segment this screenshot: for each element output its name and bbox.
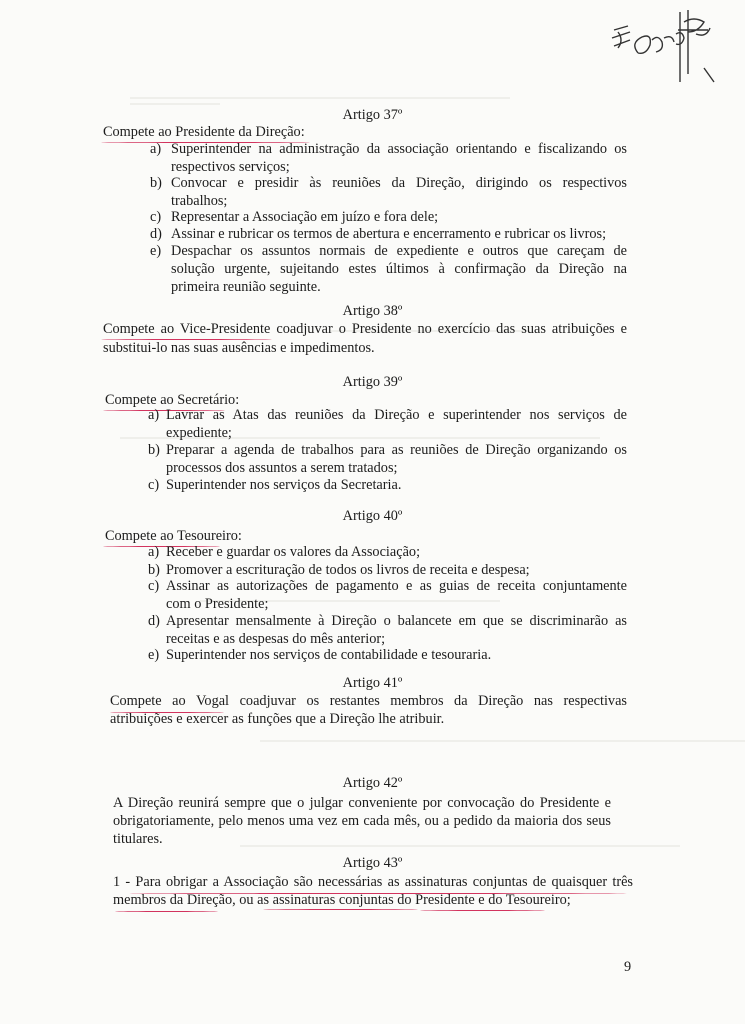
list-item-text: Promover a escrituração de todos os livros de receita e despesa; — [166, 562, 530, 578]
item-label: a) — [148, 407, 160, 423]
list-item-text: Apresentar mensalmente à Direção o balancete em que se discriminarão as — [166, 613, 627, 629]
item-label: c) — [148, 578, 160, 594]
article-heading: Artigo 43º — [342, 855, 403, 871]
handwritten-underline — [128, 893, 628, 894]
handwritten-underline — [263, 909, 418, 910]
paragraph-line: Compete ao Vogal coadjuvar os restantes membros da Direção nas respectivas — [110, 693, 627, 709]
handwritten-underline — [420, 910, 545, 911]
paragraph-line: Compete ao Vice-Presidente coadjuvar o Presidente no exercício das suas atribuições e — [103, 321, 627, 337]
section-intro: Compete ao Tesoureiro: — [105, 528, 242, 544]
item-label: a) — [148, 544, 160, 560]
page-number: 9 — [624, 959, 632, 975]
item-label: a) — [150, 141, 162, 157]
list-item-text: primeira reunião seguinte. — [171, 279, 321, 295]
paragraph-line: A Direção reunirá sempre que o julgar conveniente por convocação do Presidente e — [113, 795, 611, 811]
article-heading: Artigo 37º — [342, 107, 403, 123]
article-heading: Artigo 42º — [342, 775, 403, 791]
paragraph-line: membros da Direção, ou as assinaturas conjuntas do Presidente e do Tesoureiro; — [113, 892, 571, 908]
list-item-text: expediente; — [166, 425, 232, 441]
handwritten-underline — [110, 712, 224, 713]
item-label: c) — [148, 477, 160, 493]
paragraph-line: titulares. — [113, 831, 163, 847]
list-item-text: Representar a Associação em juízo e fora dele; — [171, 209, 439, 225]
item-label: e) — [148, 647, 160, 663]
article-heading: Artigo 40º — [342, 508, 403, 524]
list-item-text: processos dos assuntos a serem tratados; — [166, 460, 398, 476]
list-item-text: solução urgente, sujeitando estes últimos à confirmação da Direção na — [171, 261, 627, 277]
list-item-text: Superintender nos serviços da Secretaria. — [166, 477, 402, 493]
list-item-text: Lavrar as Atas das reuniões da Direção e superintender nos serviços de — [166, 407, 627, 423]
paragraph-line: substitui-lo nas suas ausências e impedimentos. — [103, 340, 375, 356]
list-item-text: Assinar as autorizações de pagamento e as guias de receita conjuntamente — [166, 578, 627, 594]
list-item-text: Receber e guardar os valores da Associação; — [166, 544, 421, 560]
list-item-text: receitas e as despesas do mês anterior; — [166, 631, 386, 647]
list-item-text: Assinar e rubricar os termos de abertura e encerramento e rubricar os livros; — [171, 226, 607, 242]
scan-bleed-through — [130, 97, 510, 99]
article-heading: Artigo 41º — [342, 675, 403, 691]
list-item-text: Preparar a agenda de trabalhos para as reuniões de Direção organizando os — [166, 442, 627, 458]
scan-bleed-through — [260, 740, 745, 742]
item-label: e) — [150, 243, 162, 259]
handwritten-underline — [115, 911, 218, 912]
handwritten-underline — [101, 339, 272, 340]
list-item-text: trabalhos; — [171, 193, 228, 209]
scan-bleed-through — [130, 103, 220, 105]
list-item-text: Convocar e presidir às reuniões da Direção, dirigindo os respectivos — [171, 175, 627, 191]
item-label: c) — [150, 209, 162, 225]
item-label: b) — [148, 442, 160, 458]
item-label: b) — [148, 562, 160, 578]
signature-stamp — [600, 8, 730, 88]
item-label: d) — [148, 613, 160, 629]
article-heading: Artigo 38º — [342, 303, 403, 319]
list-item-text: Despachar os assuntos normais de expediente e outros que careçam de — [171, 243, 627, 259]
section-intro: Compete ao Secretário: — [105, 392, 240, 408]
scan-bleed-through — [240, 845, 680, 847]
list-item-text: com o Presidente; — [166, 596, 269, 612]
article-heading: Artigo 39º — [342, 374, 403, 390]
paragraph-line: 1 - Para obrigar a Associação são necessárias as assinaturas conjuntas de quaisquer três — [113, 874, 633, 890]
section-intro: Compete ao Presidente da Direção: — [103, 124, 305, 140]
list-item-text: respectivos serviços; — [171, 159, 290, 175]
item-label: d) — [150, 226, 162, 242]
paragraph-line: obrigatoriamente, pelo menos uma vez em cada mês, ou a pedido da maioria dos seus — [113, 813, 611, 829]
list-item-text: Superintender nos serviços de contabilidade e tesouraria. — [166, 647, 492, 663]
item-label: b) — [150, 175, 162, 191]
list-item-text: Superintender na administração da associação orientando e fiscalizando os — [171, 141, 627, 157]
paragraph-line: atribuições e exercer as funções que a Direção lhe atribuir. — [110, 711, 445, 727]
